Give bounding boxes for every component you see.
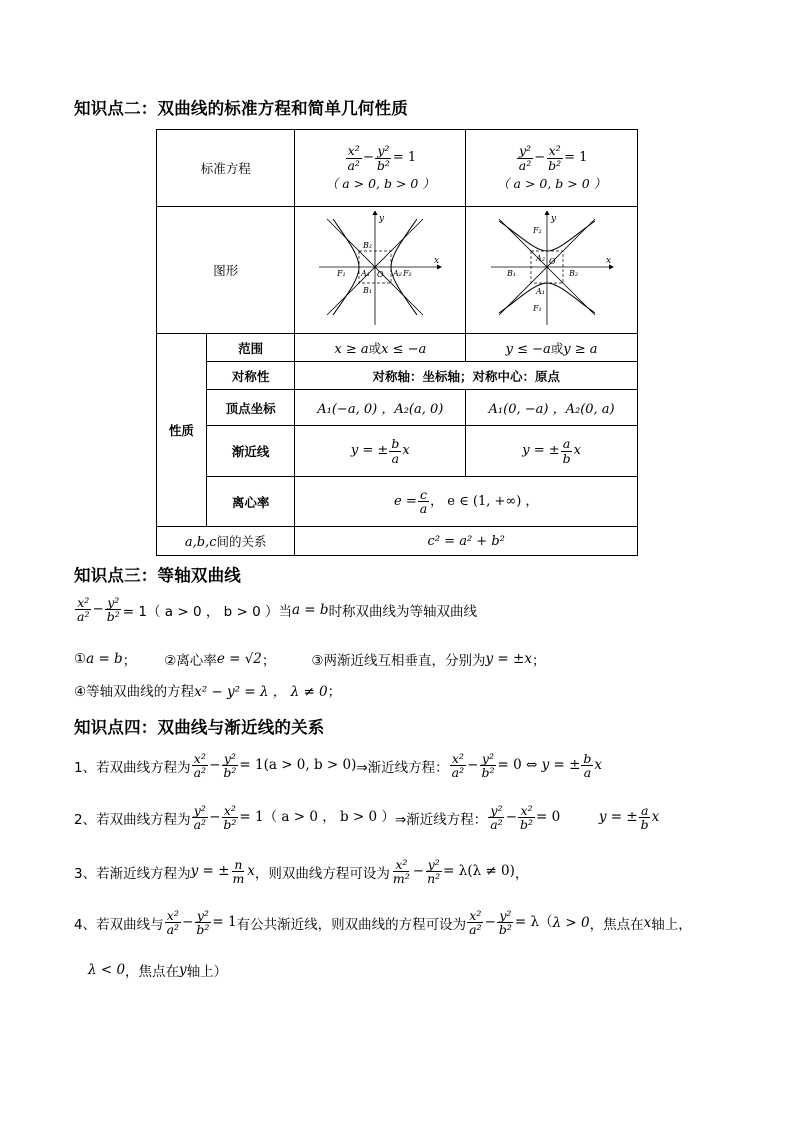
fraction: $\frac{\text{y²}}{\text{b²}}$ <box>196 908 210 938</box>
fraction: $\frac{\text{y²}}{\text{a²}}$ <box>518 143 532 173</box>
graph-cell-y-axis <box>466 207 638 334</box>
row-label-symmetry: 对称性 <box>206 362 295 390</box>
hyperbola-x-axis-figure <box>315 211 445 329</box>
relation-item-2: 2、若双曲线方程为 $\frac{\text{y²}}{\text{a²}}$ − $\frac{\text{x²}}{\text{b²}}$ = 1（ a > 0 ， b > 0 ） ⇒渐近线方程： $\frac{\text{y²}}{\text{a²}}$ − $\frac{\text{x²}}{\text{b²}}$ = 0 y = ± $\frac{a}{b}$ x <box>74 803 660 833</box>
row-label-properties: 性质 <box>157 334 207 527</box>
hyperbola-y-axis-figure <box>487 211 617 329</box>
table-row <box>157 334 638 362</box>
label-O: O <box>377 270 384 279</box>
row-label-eccentricity: 离心率 <box>206 477 295 527</box>
hyperbola-properties-table <box>156 129 638 556</box>
fraction: $\frac{\text{y²}}{\text{b²}}$ <box>106 595 120 625</box>
label-F2: F₂ <box>532 226 542 235</box>
fraction: $\frac{b}{a}$ <box>391 436 400 466</box>
relation-value: c² = a² + b² <box>295 527 638 556</box>
table-row <box>157 130 638 207</box>
label-F1: F₁ <box>337 269 347 278</box>
standard-equation-x-axis: $\frac{\text{x²}}{\text{a²}}$ − $\frac{\text{y²}}{\text{b²}}$ = 1 （ a > 0, b > 0 ） <box>295 130 466 207</box>
fraction: $\frac{\text{y²}}{\text{b²}}$ <box>376 143 390 173</box>
row-label-range: 范围 <box>206 334 295 362</box>
fraction: $\frac{a}{b}$ <box>562 436 571 466</box>
label-B1: B₁ <box>506 269 516 278</box>
section-3-title: 知识点三：等轴双曲线 <box>74 566 241 585</box>
asymptote-y-axis: y = ± $\frac{a}{b}$ x <box>466 426 638 477</box>
row-label-asymptote: 渐近线 <box>206 426 295 477</box>
label-B1: B₁ <box>363 286 373 295</box>
fraction: $\frac{\text{x²}}{\text{b²}}$ <box>520 803 534 833</box>
label-F2: F₂ <box>403 269 413 278</box>
row-label-vertex: 顶点坐标 <box>206 390 295 426</box>
fraction: $\frac{\text{x²}}{\text{a²}}$ <box>77 595 90 625</box>
condition: （ a > 0, b > 0 ） <box>497 175 607 191</box>
fraction: $\frac{\text{y²}}{\text{a²}}$ <box>490 803 503 833</box>
label-A1: A₁ <box>361 269 371 278</box>
row-label-graph: 图形 <box>157 207 295 334</box>
label-A1: A₁ <box>535 287 545 296</box>
fraction: $\frac{c}{a}$ <box>419 486 428 516</box>
range-x-axis: x ≥ a或x ≤ −a <box>295 334 466 362</box>
fraction: $\frac{\text{y²}}{\text{b²}}$ <box>481 751 495 781</box>
label-B2: B₂ <box>568 269 578 278</box>
table-row <box>157 477 638 527</box>
label-A2: A₂ <box>393 269 403 278</box>
standard-equation-y-axis: $\frac{\text{y²}}{\text{a²}}$ − $\frac{\text{x²}}{\text{b²}}$ = 1 （ a > 0, b > 0 ） <box>466 130 638 207</box>
label-x: x <box>434 256 440 266</box>
table-row <box>157 527 638 556</box>
fraction: $\frac{\text{x²}}{\text{a²}}$ <box>347 143 360 173</box>
eccentricity-value: e = $\frac{c}{a}$ ， e ∈ (1, +∞) ， <box>295 477 638 527</box>
equilateral-properties-line: ① a = b ； ②离心率 e = √2 ； ③两渐近线互相垂直，分别为 y = ±x ； <box>74 651 546 669</box>
row-label-relation: a,b,c间的关系 <box>157 527 295 556</box>
graph-cell-x-axis <box>295 207 466 334</box>
label-B2: B₂ <box>363 241 373 250</box>
table-row <box>157 207 638 334</box>
fraction: $\frac{\text{x²}}{\text{a²}}$ <box>193 751 207 781</box>
label-O: O <box>548 257 556 266</box>
fraction: $\frac{\text{y²}}{\text{b²}}$ <box>223 751 237 781</box>
label-y: y <box>379 214 385 224</box>
relation-item-3: 3、若渐近线方程为 y = ± $\frac{n}{m}$ x ，则双曲线方程可设为 $\frac{\text{x²}}{\text{m²}}$ − $\frac{\text{y²}}{\text{n²}}$ = λ(λ ≠ 0) ， <box>74 857 529 887</box>
asymptote-x-axis: y = ± $\frac{b}{a}$ x <box>295 426 466 477</box>
vertex-y-axis: A₁(0, −a) ，A₂(0, a) <box>466 390 638 426</box>
table-row <box>157 390 638 426</box>
fraction: $\frac{\text{x²}}{\text{a²}}$ <box>451 751 465 781</box>
fraction: $\frac{\text{x²}}{\text{a²}}$ <box>166 908 180 938</box>
label-A2: A₂ <box>535 254 545 263</box>
fraction: $\frac{\text{y²}}{\text{b²}}$ <box>498 908 512 938</box>
row-label-standard-equation: 标准方程 <box>157 130 295 207</box>
relation-item-4: 4、若双曲线与 $\frac{\text{x²}}{\text{a²}}$ − $\frac{\text{y²}}{\text{b²}}$ = 1 有公共渐近线，则双曲线的方程可设为 $\frac{\text{x²}}{\text{a²}}$ − $\frac{\text{y²}}{\text{b²}}$ = λ（ λ > 0 ，焦点在 x 轴上， <box>74 908 692 938</box>
fraction: $\frac{\text{y²}}{\text{n²}}$ <box>427 857 441 887</box>
fraction: $\frac{\text{x²}}{\text{b²}}$ <box>548 143 562 173</box>
fraction: $\frac{\text{x²}}{\text{b²}}$ <box>223 803 237 833</box>
equilateral-equation-line: ④等轴双曲线的方程 x² − y² = λ ， λ ≠ 0 ； <box>74 684 342 700</box>
fraction: $\frac{\text{y²}}{\text{a²}}$ <box>193 803 207 833</box>
relation-item-1: 1、若双曲线方程为 $\frac{\text{x²}}{\text{a²}}$ − $\frac{\text{y²}}{\text{b²}}$ = 1(a > 0, b > 0) ⇒渐近线方程： $\frac{\text{x²}}{\text{a²}}$ − $\frac{\text{y²}}{\text{b²}}$ = 0 ⇔ y = ± $\frac{b}{a}$ x <box>74 751 603 781</box>
fraction: $\frac{a}{b}$ <box>640 803 649 833</box>
label-F1: F₁ <box>532 304 542 313</box>
condition: （ a > 0, b > 0 ） <box>325 175 435 191</box>
table-row <box>157 426 638 477</box>
vertex-x-axis: A₁(−a, 0) ，A₂(a, 0) <box>295 390 466 426</box>
section-4-title: 知识点四：双曲线与渐近线的关系 <box>74 718 325 737</box>
fraction: $\frac{b}{a}$ <box>583 751 592 781</box>
relation-item-4-continued: λ < 0 ，焦点在 y 轴上） <box>88 962 228 980</box>
section-2-title: 知识点二：双曲线的标准方程和简单几何性质 <box>74 99 408 118</box>
fraction: $\frac{\text{x²}}{\text{m²}}$ <box>392 857 410 887</box>
fraction: $\frac{\text{x²}}{\text{a²}}$ <box>469 908 482 938</box>
symmetry-value: 对称轴：坐标轴；对称中心：原点 <box>295 362 638 390</box>
fraction: $\frac{n}{m}$ <box>232 857 245 887</box>
equilateral-definition-line: $\frac{\text{x²}}{\text{a²}}$ − $\frac{\text{y²}}{\text{b²}}$ = 1（ a > 0 ， b > 0 ）当 a = b 时称双曲线为等轴双曲线 <box>77 595 478 625</box>
table-row <box>157 362 638 390</box>
label-y: y <box>550 214 556 224</box>
range-y-axis: y ≤ −a或y ≥ a <box>466 334 638 362</box>
label-x: x <box>605 256 611 266</box>
